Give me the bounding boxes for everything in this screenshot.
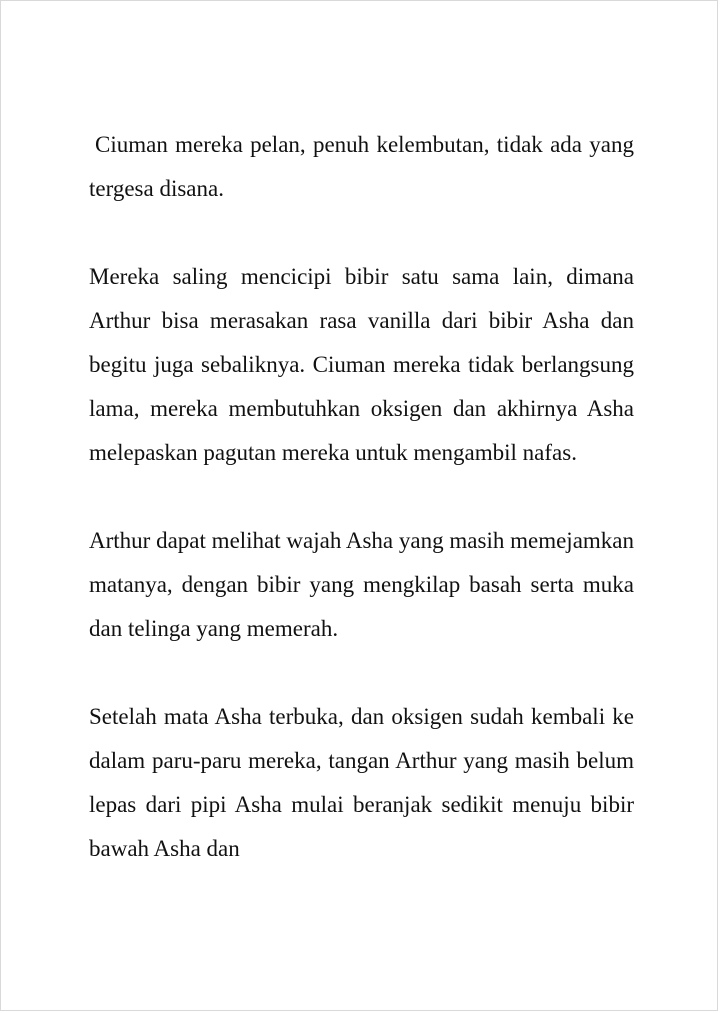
paragraph-3: Arthur dapat melihat wajah Asha yang masih memejamkan matanya, dengan bibir yang mengkilap basah serta muka dan telinga yang memerah. [89, 528, 634, 641]
paragraph-4: Setelah mata Asha terbuka, dan oksigen sudah kembali ke dalam paru-paru mereka, tangan Arthur yang masih belum lepas dari pipi Asha mulai beranjak sedikit menuju bibir bawah Asha dan [89, 704, 634, 861]
document-body [89, 123, 634, 871]
paragraph-2: Mereka saling mencicipi bibir satu sama lain, dimana Arthur bisa merasakan rasa vanilla dari bibir Asha dan begitu juga sebaliknya. Ciuman mereka tidak berlangsung lama, mereka membutuhkan oksigen dan akhirnya Asha melepaskan pagutan mereka untuk mengambil nafas. [89, 264, 634, 465]
paragraph-1: Ciuman mereka pelan, penuh kelembutan, tidak ada yang tergesa disana. [89, 132, 634, 201]
